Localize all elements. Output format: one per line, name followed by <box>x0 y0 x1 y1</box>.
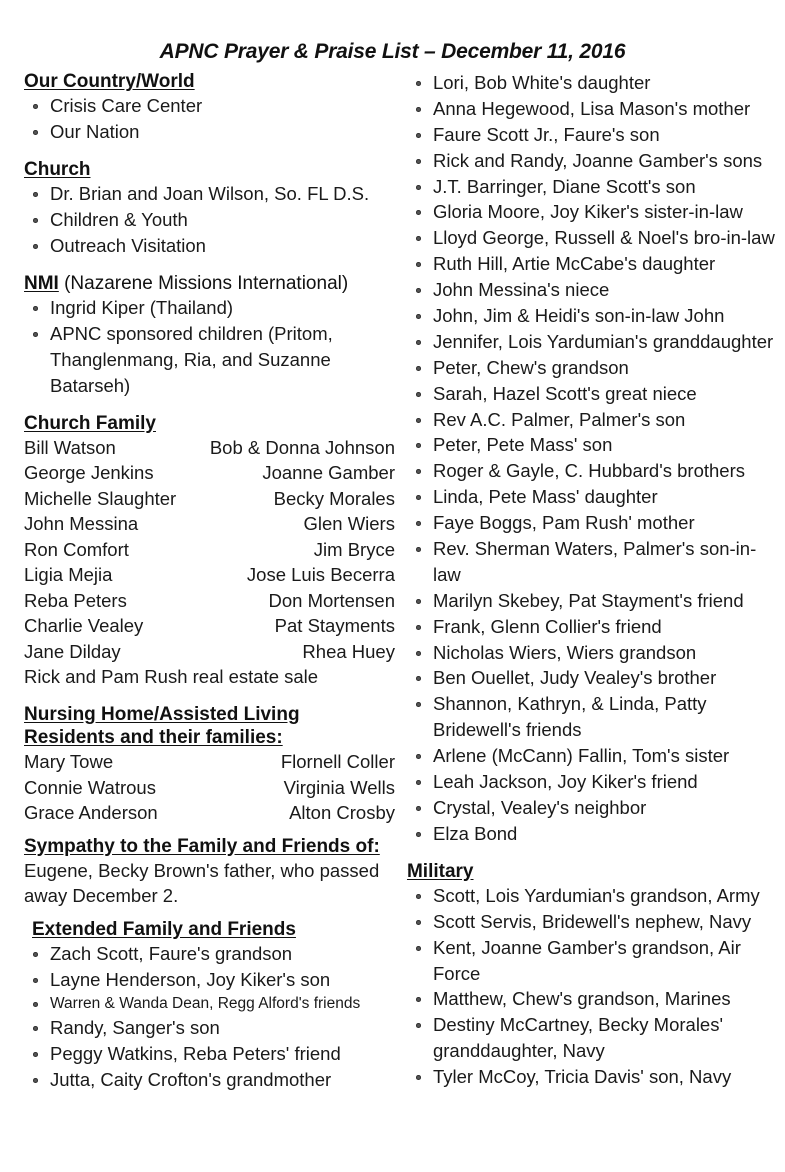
name-table-church-family <box>24 435 395 690</box>
list-item: Rev A.C. Palmer, Palmer's son <box>407 407 775 433</box>
list-church <box>24 181 395 259</box>
list-item: Kent, Joanne Gamber's grandson, Air Force <box>407 935 775 987</box>
table-row <box>24 588 395 614</box>
list-item: Zach Scott, Faure's grandson <box>24 941 395 967</box>
table-row <box>24 537 395 563</box>
section-heading-extended-family: Extended Family and Friends <box>32 918 296 940</box>
table-row <box>24 511 395 537</box>
list-item: Peter, Pete Mass' son <box>407 432 775 458</box>
list-item: Layne Henderson, Joy Kiker's son <box>24 967 395 993</box>
section-sympathy <box>24 835 395 858</box>
list-item: Randy, Sanger's son <box>24 1015 395 1041</box>
right-column <box>401 70 775 1090</box>
list-item: Peter, Chew's grandson <box>407 355 775 381</box>
list-item: Jutta, Caity Crofton's grandmother <box>24 1067 395 1093</box>
list-item: Ingrid Kiper (Thailand) <box>24 295 395 321</box>
list-our-country-world <box>24 93 395 145</box>
list-item: Roger & Gayle, C. Hubbard's brothers <box>407 458 775 484</box>
name-right: Virginia Wells <box>283 776 395 798</box>
table-row <box>24 435 395 461</box>
list-item: Faye Boggs, Pam Rush' mother <box>407 510 775 536</box>
name-right: Bob & Donna Johnson <box>209 436 395 458</box>
name-right: Glen Wiers <box>303 513 395 535</box>
list-item: Faure Scott Jr., Faure's son <box>407 122 775 148</box>
list-item: Outreach Visitation <box>24 233 395 259</box>
list-item: Crystal, Vealey's neighbor <box>407 795 775 821</box>
list-item: Gloria Moore, Joy Kiker's sister-in-law <box>407 199 775 225</box>
name-table-nursing-home <box>24 749 395 826</box>
list-item: Linda, Pete Mass' daughter <box>407 484 775 510</box>
table-row <box>24 562 395 588</box>
section-heading-nursing-home-line1: Nursing Home/Assisted Living <box>24 703 300 725</box>
name-left: George Jenkins <box>24 462 154 484</box>
list-military <box>407 883 775 1090</box>
name-left: John Messina <box>24 513 139 535</box>
table-row <box>24 486 395 512</box>
list-item: John, Jim & Heidi's son-in-law John <box>407 303 775 329</box>
list-item: Our Nation <box>24 119 395 145</box>
section-nursing-home <box>24 703 395 726</box>
list-item: Destiny McCartney, Becky Morales' granddaughter, Navy <box>407 1012 775 1064</box>
section-heading-nursing-home-line2: Residents and their families: <box>24 727 283 749</box>
name-right: Jim Bryce <box>313 538 395 560</box>
name-left: Jane Dilday <box>24 640 121 662</box>
list-item: Crisis Care Center <box>24 93 395 119</box>
list-item: Leah Jackson, Joy Kiker's friend <box>407 769 775 795</box>
name-right: Joanne Gamber <box>262 462 395 484</box>
name-left: Michelle Slaughter <box>24 487 177 509</box>
list-item: Lloyd George, Russell & Noel's bro-in-law <box>407 225 775 251</box>
table-row <box>24 775 395 801</box>
list-item: Rev. Sherman Waters, Palmer's son-in-law <box>407 536 775 588</box>
section-church <box>24 158 395 181</box>
list-item: Jennifer, Lois Yardumian's granddaughter <box>407 329 775 355</box>
section-heading-church-family: Church Family <box>24 412 156 434</box>
sympathy-text: Eugene, Becky Brown's father, who passed away December 2. <box>24 859 380 907</box>
name-right: Jose Luis Becerra <box>246 564 395 586</box>
name-right: Don Mortensen <box>268 589 395 611</box>
section-heading-our-country-world: Our Country/World <box>24 71 195 92</box>
section-extended-family <box>24 918 395 941</box>
section-military <box>407 860 775 883</box>
section-nmi <box>24 272 395 295</box>
list-item: Frank, Glenn Collier's friend <box>407 614 775 640</box>
list-item: Warren & Wanda Dean, Regg Alford's friends <box>24 993 395 1015</box>
table-row <box>24 749 395 775</box>
list-item: Tyler McCoy, Tricia Davis' son, Navy <box>407 1064 775 1090</box>
list-item: Arlene (McCann) Fallin, Tom's sister <box>407 743 775 769</box>
list-item: Anna Hegewood, Lisa Mason's mother <box>407 96 775 122</box>
list-item: John Messina's niece <box>407 277 775 303</box>
list-item: Marilyn Skebey, Pat Stayment's friend <box>407 588 775 614</box>
table-row <box>24 800 395 826</box>
name-right: Flornell Coller <box>280 751 395 773</box>
list-item: Ruth Hill, Artie McCabe's daughter <box>407 251 775 277</box>
section-heading-nmi-note: (Nazarene Missions International) <box>58 272 349 294</box>
section-our-country-world <box>24 70 395 93</box>
left-column <box>24 70 401 1093</box>
name-right: Alton Crosby <box>289 802 395 824</box>
list-item: Matthew, Chew's grandson, Marines <box>407 986 775 1012</box>
list-item: Children & Youth <box>24 207 395 233</box>
list-item: Scott Servis, Bridewell's nephew, Navy <box>407 909 775 935</box>
name-left: Mary Towe <box>24 751 114 773</box>
section-church-family <box>24 412 395 435</box>
list-extended-family-continued <box>407 70 775 847</box>
list-item: Peggy Watkins, Reba Peters' friend <box>24 1041 395 1067</box>
section-heading-military: Military <box>406 860 474 882</box>
list-nmi <box>24 295 395 399</box>
name-left: Grace Anderson <box>24 802 158 824</box>
name-left: Ligia Mejia <box>24 564 113 586</box>
church-family-footer-line: Rick and Pam Rush real estate sale <box>24 666 319 688</box>
list-item: Rick and Randy, Joanne Gamber's sons <box>407 148 775 174</box>
two-column-body <box>0 70 785 1093</box>
table-row <box>24 613 395 639</box>
name-left: Reba Peters <box>24 589 127 611</box>
section-heading-nursing-home-line2-wrap <box>24 726 395 749</box>
list-item: Ben Ouellet, Judy Vealey's brother <box>407 665 775 691</box>
page-title: APNC Prayer & Praise List – December 11, 2016 <box>159 40 626 63</box>
name-right: Rhea Huey <box>302 640 395 662</box>
section-heading-sympathy: Sympathy to the Family and Friends of: <box>24 835 380 857</box>
list-item: Elza Bond <box>407 821 775 847</box>
list-item: Dr. Brian and Joan Wilson, So. FL D.S. <box>24 181 395 207</box>
name-right: Pat Stayments <box>274 615 395 637</box>
list-item: Scott, Lois Yardumian's grandson, Army <box>407 883 775 909</box>
name-left: Ron Comfort <box>24 538 129 560</box>
name-left: Bill Watson <box>24 436 116 458</box>
list-item: Nicholas Wiers, Wiers grandson <box>407 640 775 666</box>
name-right: Becky Morales <box>273 487 395 509</box>
list-item: Sarah, Hazel Scott's great niece <box>407 381 775 407</box>
name-left: Charlie Vealey <box>24 615 144 637</box>
table-row <box>24 639 395 665</box>
section-heading-nmi: NMI <box>24 272 59 294</box>
list-item: Lori, Bob White's daughter <box>407 70 775 96</box>
name-left: Connie Watrous <box>24 776 156 798</box>
table-row <box>24 460 395 486</box>
list-item: APNC sponsored children (Pritom, Thanglenmang, Ria, and Suzanne Batarseh) <box>24 321 395 399</box>
list-item: Shannon, Kathryn, & Linda, Patty Bridewell's friends <box>407 691 775 743</box>
section-heading-church: Church <box>24 158 91 180</box>
list-item: J.T. Barringer, Diane Scott's son <box>407 174 775 200</box>
list-extended-family <box>24 941 395 1093</box>
